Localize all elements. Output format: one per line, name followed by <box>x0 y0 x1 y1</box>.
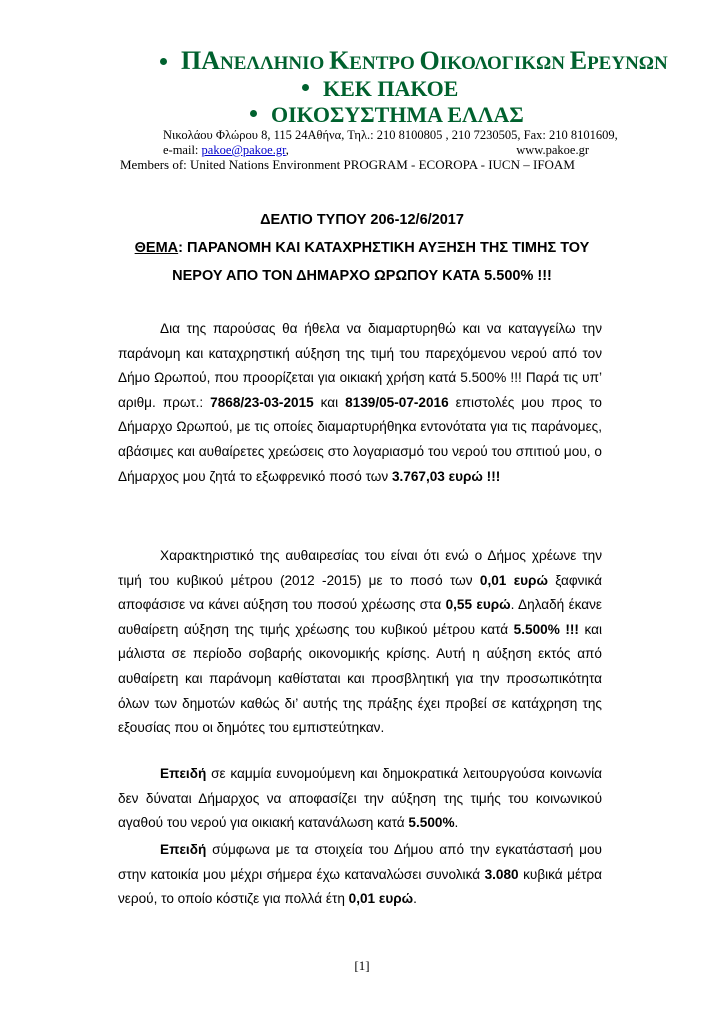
website-link[interactable]: www.pakoe.gr <box>516 143 589 157</box>
paragraph-2: Χαρακτηριστικό της αυθαιρεσίας του είναι ότι ενώ ο Δήμος χρέωνε την τιμή του κυβικού μέτρου (2012 -2015) με το ποσό των 0,01 ευρώ ξαφνικά αποφάσισε να κάνει αύξηση του ποσού χρέωσης στα 0,55 ευρώ. Δηλαδή έκανε αυθαίρετη αύξηση της τιμής χρέωσης του κυβικού μέτρου κατά 5.500% !!! και μάλιστα σε περίοδο σοβαρής οικονομικής κρίσης. Αυτή η αύξηση εκτός από αυθαίρετη και παράνομη καθίσταται και προσβλητική για την προσωπικότητα όλων των δημοτών καθώς δι’ αυτής της πράξης έχει προβεί σε κατάχρηση της εξουσίας που οι δημότες του εμπιστεύτηκαν. <box>118 548 602 736</box>
bullet-icon <box>160 58 167 65</box>
org-kek-line: ΚΕΚ ΠΑΚΟΕ <box>302 76 458 102</box>
address-line: Νικολάου Φλώρου 8, 115 24Αθήνα, Τηλ.: 210 8100805 , 210 7230505, Fax: 210 8101609, <box>163 128 618 142</box>
paragraph-4: Επειδή σύμφωνα με τα στοιχεία του Δήμου από την εγκατάστασή μου στην κατοικία μου μέχρι σήμερα έχω καταναλώσει συνολικά 3.080 κυβικά μέτρα νερού, το οποίο κόστιζε για πολλά έτη 0,01 ευρώ. <box>118 842 602 907</box>
subject-line-2: ΝΕΡΟΥ ΑΠΟ ΤΟΝ ΔΗΜΑΡΧΟ ΩΡΩΠΟΥ ΚΑΤΑ 5.500% !!! <box>172 268 552 284</box>
bullet-icon <box>250 110 257 117</box>
org-ecosystem-line: ΟΙΚΟΣΥΣΤΗΜΑ ΕΛΛΑΣ <box>250 102 524 128</box>
org-name-line: ΠΑΝΕΛΛΗΝΙΟ ΚΕΝΤΡΟ ΟΙΚΟΛΟΓΙΚΩΝ ΕΡΕΥΝΩΝ <box>160 46 668 76</box>
page-number: [1] <box>354 958 370 973</box>
bullet-icon <box>302 84 309 91</box>
members-line: Members of: United Nations Environment PROGRAM - ECOROPA - IUCN – IFOAM <box>120 157 575 172</box>
email-link[interactable]: pakoe@pakoe.gr <box>201 143 286 157</box>
email-line: e-mail: pakoe@pakoe.gr, www.pakoe.gr <box>163 143 589 157</box>
press-release-title: ΔΕΛΤΙΟ ΤΥΠΟΥ 206-12/6/2017 <box>260 212 464 228</box>
paragraph-3: Επειδή σε καμμία ευνομούμενη και δημοκρατικά λειτουργούσα κοινωνία δεν δύναται Δήμαρχος να αποφασίζει την αύξηση της τιμής του κοινωνικού αγαθού του νερού για οικιακή κατανάλωση κατά 5.500%. <box>118 766 602 831</box>
paragraph-1: Δια της παρούσας θα ήθελα να διαμαρτυρηθώ και να καταγγείλω την παράνομη και καταχρηστική αύξηση της τιμή του παρεχόμενου νερού από τον Δήμο Ωρωπού, που προορίζεται για οικιακή χρήση κατά 5.500% !!! Παρά τις υπ’ αριθμ. πρωτ.: 7868/23-03-2015 και 8139/05-07-2016 επιστολές μου προς το Δήμαρχο Ωρωπού, με τις οποίες διαμαρτυρήθηκα εντονότατα για τις παράνομες, αβάσιμες και αυθαίρετες χρεώσεις στο λογαριασμό του νερού του σπιτιού μου, ο Δήμαρχος μου ζητά το εξωφρενικό ποσό των 3.767,03 ευρώ !!! <box>118 321 602 484</box>
subject-line: ΘΕΜΑ: ΠΑΡΑΝΟΜΗ ΚΑΙ ΚΑΤΑΧΡΗΣΤΙΚΗ ΑΥΞΗΣΗ ΤΗΣ ΤΙΜΗΣ ΤΟΥ <box>134 240 590 256</box>
